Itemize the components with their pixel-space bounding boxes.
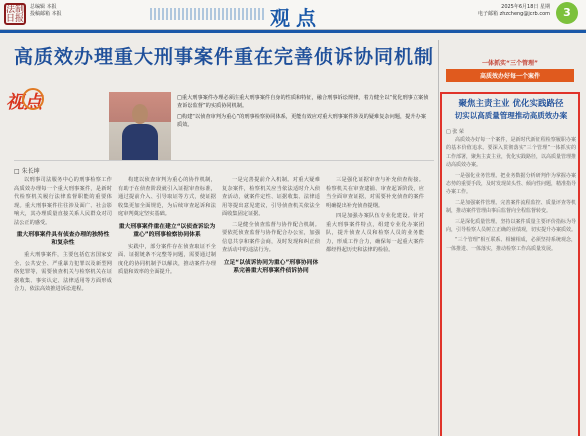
paragraph: “三个管理”相互联系、相辅相成，必须坚持系统观念，一体推进、一体落实，推动检察工作高质量发展。 bbox=[446, 237, 576, 252]
paragraph: 高质效办好每一个案件，是新时代新征程检察履职办案的基本价值追求。要深入贯彻落实“三个管理”一体抓实的工作部署，聚焦主责主业，优化实践路径，以高质量管理推动高质效办案。 bbox=[446, 137, 577, 169]
subheading: 立足“以侦诉协同为重心”刑事协同体系完善重大刑事案件侦诉协同 bbox=[223, 259, 319, 274]
paragraph: 二是健全侦查监督与协作配合机制。要依托侦查监督与协作配合办公室，加强信息共享和案件会商，及时发现和纠正侦查活动中的违法行为。 bbox=[222, 221, 320, 253]
sidebar-divider bbox=[438, 40, 439, 436]
article-column-4 bbox=[326, 176, 424, 257]
sidebar-byline: □ 张 荣 bbox=[446, 129, 464, 135]
paragraph: 二是加强案件管理。完善案件流程监控、质量评查等机制，推动案件管理由事后监督向全程监督转变。 bbox=[446, 199, 576, 215]
article-column-2 bbox=[118, 176, 216, 279]
paragraph: 四是加强办案队伍专业化建设。针对重大刑事案件特点，组建专业化办案团队，提升侦查人员和检察人员的业务能力，形成工作合力，确保每一起重大案件都经得起历史和法律的检验。 bbox=[326, 213, 424, 253]
sidebar-promo bbox=[446, 58, 574, 82]
decorative-dot-pattern bbox=[150, 8, 265, 20]
article-column-1 bbox=[14, 176, 112, 296]
subheading: 重大刑事案件重在建立“以侦查诉讼为重心”的刑事检察协同体系 bbox=[118, 223, 216, 238]
article-pull-quotes bbox=[177, 94, 429, 132]
author-photo bbox=[109, 92, 171, 160]
page-number-badge: 3 bbox=[556, 2, 578, 24]
photo-person-head bbox=[132, 104, 148, 124]
issue-date: 2025年6月18日 星期 bbox=[501, 4, 550, 10]
paragraph: 实践中，部分案件存在侦查取证不全面、证据链条不完整等问题，需要通过制度化的协同机制予以解决，推动案件办理质量和效率的全面提升。 bbox=[118, 243, 216, 275]
column-tag: 视点 bbox=[6, 88, 42, 114]
paragraph: 一是完善提前介入机制。对重大疑难复杂案件，检察机关应当依法适时介入侦查活动，就案件定性、证据收集、法律适用等提出意见建议，引导侦查机关依法全面收集固定证据。 bbox=[222, 177, 320, 217]
paper-meta bbox=[30, 4, 62, 18]
paragraph: 三是深化质量管理。坚持以案件质量主要评价指标为导向，引导检察人员树立正确的业绩观，切实提升办案质效。 bbox=[446, 218, 577, 234]
paragraph: 构建以侦查审判为重心的协作机制，有助于在侦查阶段就引入证据审查标准，通过提前介入、引导取证等方式，使证据收集更加全面规范，为后续审查起诉和法庭审判奠定坚实基础。 bbox=[118, 177, 216, 217]
masthead bbox=[0, 0, 586, 30]
photo-person-body bbox=[122, 124, 158, 160]
section-title: 观点 bbox=[270, 6, 322, 30]
divider bbox=[14, 160, 434, 161]
subheading: 重大刑事案件具有侦查办理的独特性和复杂性 bbox=[16, 232, 110, 246]
paragraph: 三是强化证据审查与补充侦查衔接。检察机关在审查逮捕、审查起诉阶段，应当全面审查证据，对需要补充侦查的案件明确提出补充侦查提纲。 bbox=[326, 177, 424, 209]
promo-line-1: 一体抓实“三个管理” bbox=[482, 60, 538, 67]
date-info bbox=[478, 4, 550, 18]
meta-line-2: 投稿邮箱 本报 bbox=[30, 11, 62, 17]
sidebar-title bbox=[446, 98, 576, 121]
paragraph: 以刑事司法服务中心的刑事检察工作高质效办理每一个重大刑事案件，是新时代检察机关履行法律监督职能的重要体现。重大刑事案件往往涉及面广、社会影响大，其办理质量直接关系人民群众对司法公正的感受。 bbox=[14, 177, 112, 226]
promo-line-2: 高质效办好每一个案件 bbox=[446, 69, 574, 82]
meta-line-1: 总编辑 本报 bbox=[30, 4, 57, 10]
paragraph: 重大刑事案件，主要包括危害国家安全、公共安全、严重暴力犯罪以及新型网络犯罪等，需要侦查机关与检察机关在证据收集、事实认定、法律适用等方面形成合力，依法高效推进诉讼进程。 bbox=[14, 252, 112, 292]
paragraph: 一是强化业务管理。把业务数据分析研判作为掌握办案态势的重要手段，及时发现苗头性、倾向性问题，精准指导办案工作。 bbox=[446, 172, 577, 196]
article-byline: □ 朱长坤 bbox=[14, 168, 40, 175]
sidebar-title-line-1: 聚焦主责主业 优化实践路径 bbox=[458, 99, 564, 109]
article-column-3 bbox=[222, 176, 320, 279]
column-tag-ring-icon bbox=[22, 88, 44, 110]
pull-quote-2: □构建“以侦查审判为重心”的刑事检察协同体系，更能有效应对重大刑事案件涉及的疑难复杂问题，提升办案质效。 bbox=[177, 114, 426, 128]
header-rule bbox=[0, 30, 586, 33]
sidebar-title-line-2: 切实以高质量管理推动高质效办案 bbox=[454, 111, 568, 120]
newspaper-logo: 法制日报 bbox=[6, 5, 25, 24]
sidebar-body bbox=[446, 136, 576, 255]
article-headline: 高质效办理重大刑事案件重在完善侦诉协同机制 bbox=[14, 46, 435, 68]
pull-quote-1: □重大刑事案件办理必须注重大刑事案件自身的性质和特征，融合刑事诉讼规律，着力健全以“优化刑事立案侦查诉讼监督”的实质协同机制。 bbox=[177, 95, 429, 109]
contact-email: 电子邮箱 zhzcheng@jcrb.com bbox=[478, 11, 550, 17]
